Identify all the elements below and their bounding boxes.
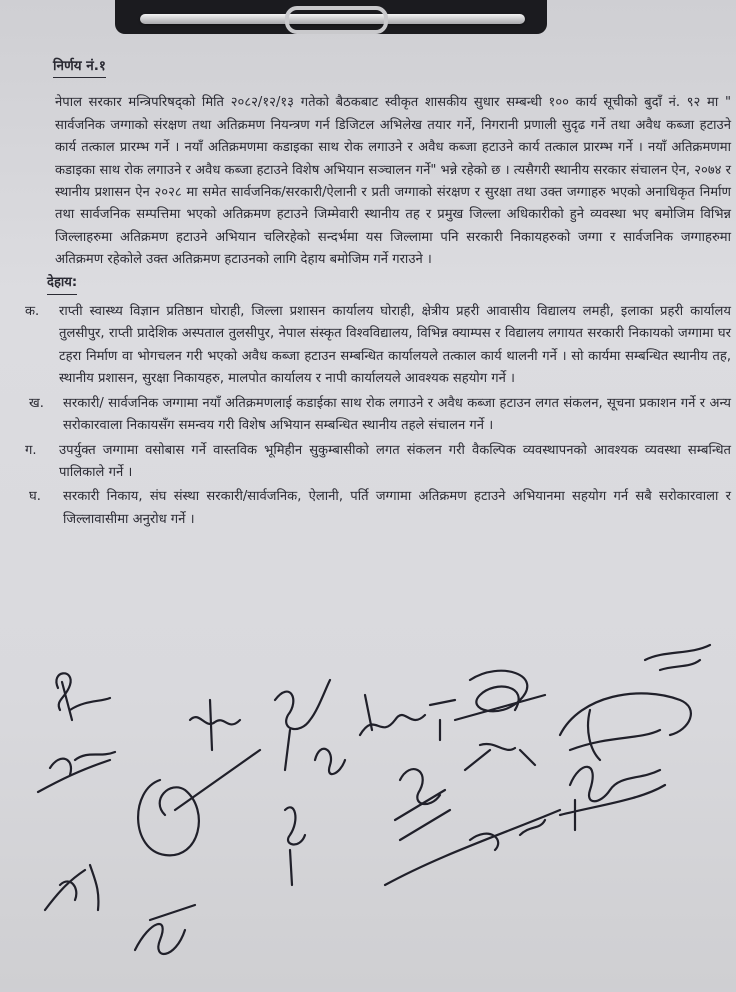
signature-15 <box>385 810 560 885</box>
signature-17 <box>135 905 195 954</box>
list-item-marker: क. <box>25 304 40 320</box>
signature-1 <box>56 673 110 720</box>
signature-16 <box>45 865 98 910</box>
signatures-drawing <box>0 640 736 988</box>
list-item <box>29 486 731 531</box>
list-item <box>25 301 731 391</box>
list-item <box>29 393 731 438</box>
signature-6 <box>315 749 345 774</box>
signature-4 <box>275 680 330 770</box>
clipboard-wire-loop <box>285 6 388 34</box>
list-item-text: उपर्युक्त जग्गामा वसोबास गर्ने वास्तविक भूमिहीन सुकुम्बासीको लगत संकलन गरी वैकल्पिक व्यवस्थापनको आवश्यक व्यवस्था सम्बन्धित पालिकाले गर्ने । <box>59 442 731 480</box>
document-body <box>25 55 731 533</box>
list-item-text: सरकारी/ सार्वजनिक जग्गामा नयाँ अतिक्रमणलाई कडाईका साथ रोक लगाउने र अवैध कब्जा हटाउन लगत संकलन, सूचना प्रकाशन गर्ने र अन्य सरोकारवाला निकायसँग समन्वय गरी विशेष अभियान सम्बन्धित स्थानीय तहले संचालन गर्ने । <box>63 395 731 434</box>
signature-area <box>0 640 736 988</box>
signature-8 <box>455 671 545 720</box>
dehay-subheading: देहाय: <box>47 272 77 295</box>
signature-7 <box>360 695 455 740</box>
list-item-marker: ग. <box>25 442 37 458</box>
signature-5 <box>138 750 260 855</box>
signature-10 <box>395 769 450 840</box>
signature-9 <box>465 744 535 770</box>
list-item-text: सरकारी निकाय, संघ संस्था सरकारी/सार्वजनिक, ऐलानी, पर्ति जग्गामा अतिक्रमण हटाउने अभियानमा सहयोग गर्न सबै सरोकारवाला र जिल्लावासीमा अनुरोध गर्ने । <box>63 489 731 527</box>
list-item-marker: ख. <box>29 395 44 411</box>
signature-2 <box>38 752 115 792</box>
list-item-marker: घ. <box>29 489 41 505</box>
list-item <box>25 440 731 485</box>
signature-14 <box>285 807 305 885</box>
signature-13 <box>560 767 665 830</box>
decision-heading: निर्णय नं.१ <box>53 55 106 78</box>
signature-3 <box>190 700 240 750</box>
decision-paragraph: नेपाल सरकार मन्त्रिपरिषद्को मिति २०८२/१२/१३ गतेको बैठकबाट स्वीकृत शासकीय सुधार सम्बन्धी १०० कार्य सूचीको बुदाँ नं. ९२ मा " सार्वजनिक जग्गाको संरक्षण तथा अतिक्रमण नियन्त्रण गर्न डिजिटल अभिलेख तयार गर्ने, निगरानी प्रणाली सुदृढ गर्ने तथा अवैध कब्जा हटाउने कार्य तत्काल प्रारम्भ गर्ने । नयाँ अतिक्रमणमा कडाइका साथ रोक लगाउने र अवैध कब्जा हटाउने कार्य तत्काल प्रारम्भ गर्ने । नयाँ अतिक्रमणमा कडाइका साथ रोक लगाउने र अवैध कब्जा हटाउने विशेष अभियान सञ्चालन गर्ने" भन्ने रहेको छ । त्यसैगरी स्थानीय सरकार संचालन ऐन, २०७४ र स्थानीय प्रशासन ऐन २०२८ मा समेत सार्वजनिक/सरकारी/ऐलानी र प्रती जग्गाको संरक्षण र सुरक्षा तथा उक्त जग्गाहरु भएको अनाधिकृत निर्माण तथा सार्वजनिक सम्पत्तिमा भएको अतिक्रमण हटाउने जिम्मेवारी स्थानीय तह र प्रमुख जिल्ला अधिकारीको हुने व्यवस्था भए बमोजिम विभिन्न जिल्लाहरुमा अतिक्रमण हटाउने अभियान चलिरहेको सन्दर्भमा यस जिल्लामा पनि सरकारी निकायहरुको जग्गा र सार्वजनिक जग्गाहरुमा अतिक्रमण रहेकोले उक्त अतिक्रमण हटाउनको लागि देहाय बमोजिम गर्ने गराउने । <box>55 95 731 268</box>
list-item-text: राप्ती स्वास्थ्य विज्ञान प्रतिष्ठान घोराही, जिल्ला प्रशासन कार्यालय घोराही, क्षेत्रीय प्रहरी आवासीय विद्यालय लमही, इलाका प्रहरी कार्यालय तुलसीपुर, राप्ती प्रादेशिक अस्पताल तुलसीपुर, नेपाल संस्कृत विश्वविद्यालय, विभिन्न क्याम्पस र विद्यालय लगायत सरकारी निकायको जग्गामा घर टहरा निर्माण वा भोगचलन गरी भएको अवैध कब्जा हटाउन सम्बन्धित कार्यालयले तत्काल कार्य थालनी गर्ने । सो कार्यमा सम्बन्धित स्थानीय तह, स्थानीय प्रशासन, सुरक्षा निकायहरु, मालपोत कार्यालय र नापी कार्यालयले आवश्यक सहयोग गर्ने । <box>59 304 731 387</box>
signature-11 <box>560 693 691 760</box>
signature-12 <box>645 645 710 670</box>
